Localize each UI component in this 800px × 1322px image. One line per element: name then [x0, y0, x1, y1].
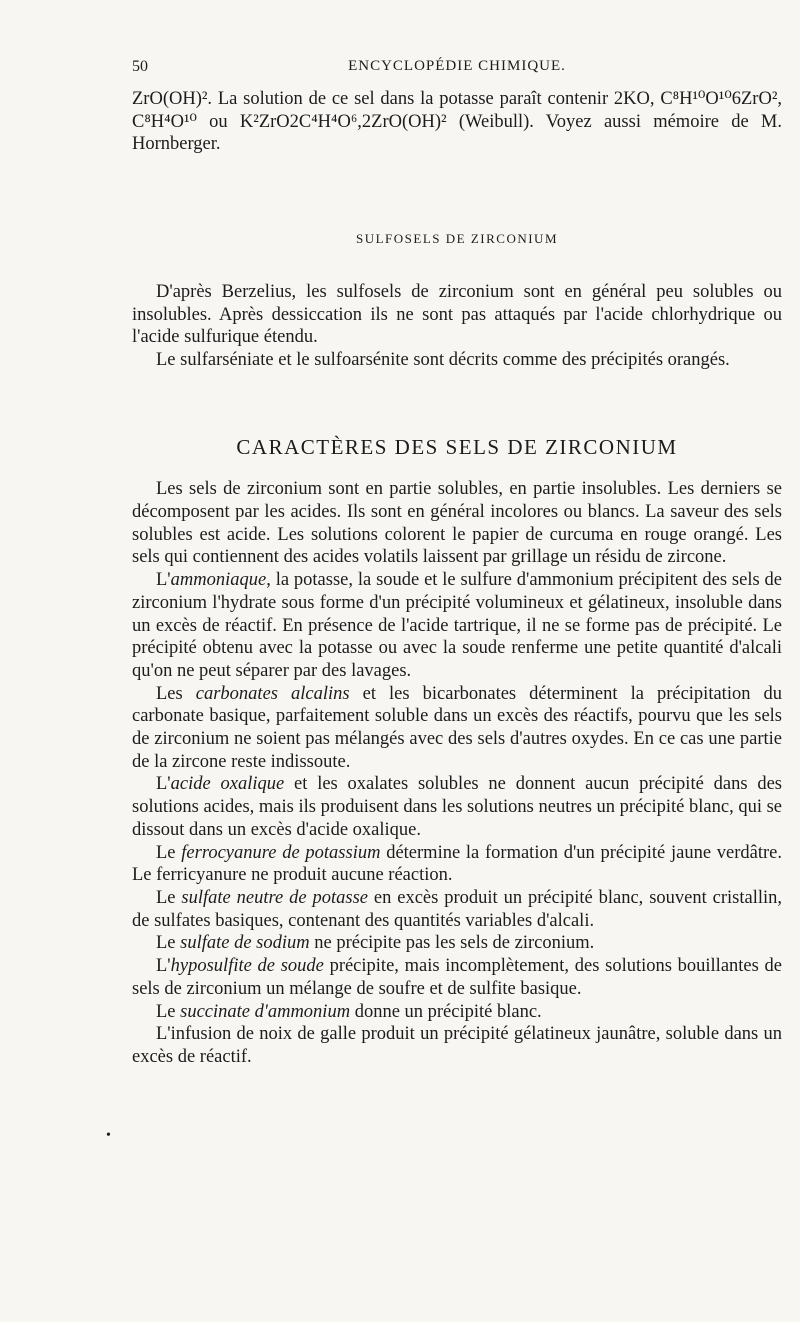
reagent-paragraph: L'infusion de noix de galle produit un précipité gélatineux jaunâtre, soluble dans un excès de réactif.	[132, 1024, 782, 1067]
running-header	[132, 58, 782, 80]
reagent-paragraph: Le ferrocyanure de potassium détermine la formation d'un précipité jaune verdâtre. Le ferricyanure ne produit aucune réaction.	[132, 842, 782, 886]
reagent-paragraph: L'ammoniaque, la potasse, la soude et le sulfure d'ammonium précipitent des sels de zirconium l'hydrate sous forme d'un précipité volumineux et gélatineux, insoluble dans un excès de réactif. En présence de l'acide tartrique, il ne se forme pas de précipité. Le précipité obtenu avec la potasse ou avec la soude renferme une petite quantité d'alcali qu'on ne peut séparer par des lavages.	[132, 570, 782, 681]
page-number: 50	[132, 58, 148, 75]
reagent-paragraph: Les carbonates alcalins et les bicarbonates déterminent la précipitation du carbonate basique, parfaitement soluble dans un excès des réactifs, pourvu que les sels de zirconium ne soient pas mélangés avec des sels d'autres oxydes. En ce cas une partie de la zircone reste indissoute.	[132, 683, 782, 772]
intro-paragraph: ZrO(OH)². La solution de ce sel dans la potasse paraît contenir 2KO, C⁸H¹⁰O¹⁰6ZrO², C⁸H⁴O¹⁰ ou K²ZrO2C⁴H⁴O⁶,2ZrO(OH)² (Weibull). Voyez aussi mémoire de M. Hornberger.	[132, 89, 782, 155]
sulfosels-paragraph: D'après Berzelius, les sulfosels de zirconium sont en général peu solubles ou insolubles. Après dessiccation ils ne sont pas attaqués par l'acide chlorhydrique ou l'acide sulfurique étendu.	[132, 281, 782, 348]
reagent-paragraph: Le succinate d'ammonium donne un précipité blanc.	[156, 1001, 542, 1022]
reagent-paragraph: L'hyposulfite de soude précipite, mais incomplètement, des solutions bouillantes de sels de zirconium un mélange de soufre et de sulfite basique.	[132, 956, 782, 999]
body-text	[132, 88, 782, 1069]
caracteres-paragraph: Les sels de zirconium sont en partie solubles, en partie insolubles. Les derniers se décomposent par les acides. Ils sont en général incolores ou blancs. La saveur des sels solubles est acide. Les solutions colorent le papier de curcuma en rouge orangé. Les sels qui contiennent des acides volatils laissent par grillage un résidu de zircone.	[132, 479, 782, 568]
sulfosels-heading: SULFOSELS DE ZIRCONIUM	[355, 231, 558, 247]
reagent-paragraph: Le sulfate de sodium ne précipite pas les sels de zirconium.	[156, 933, 595, 954]
reagent-paragraph: Le sulfate neutre de potasse en excès produit un précipité blanc, souvent cristallin, de sulfates basiques, contenant des quantités variables d'alcali.	[132, 887, 783, 931]
margin-mark: •	[106, 1128, 111, 1143]
caracteres-heading: CARACTÈRES DES SELS DE ZIRCONIUM	[236, 434, 678, 459]
header-title: ENCYCLOPÉDIE CHIMIQUE.	[348, 58, 566, 74]
sulfosels-paragraph: Le sulfarséniate et le sulfoarsénite sont décrits comme des précipités orangés.	[156, 349, 730, 370]
reagent-paragraph: L'acide oxalique et les oxalates solubles ne donnent aucun précipité dans des solutions acides, mais ils produisent dans les solutions neutres un précipité blanc, qui se dissout dans un excès d'acide oxalique.	[132, 774, 782, 840]
